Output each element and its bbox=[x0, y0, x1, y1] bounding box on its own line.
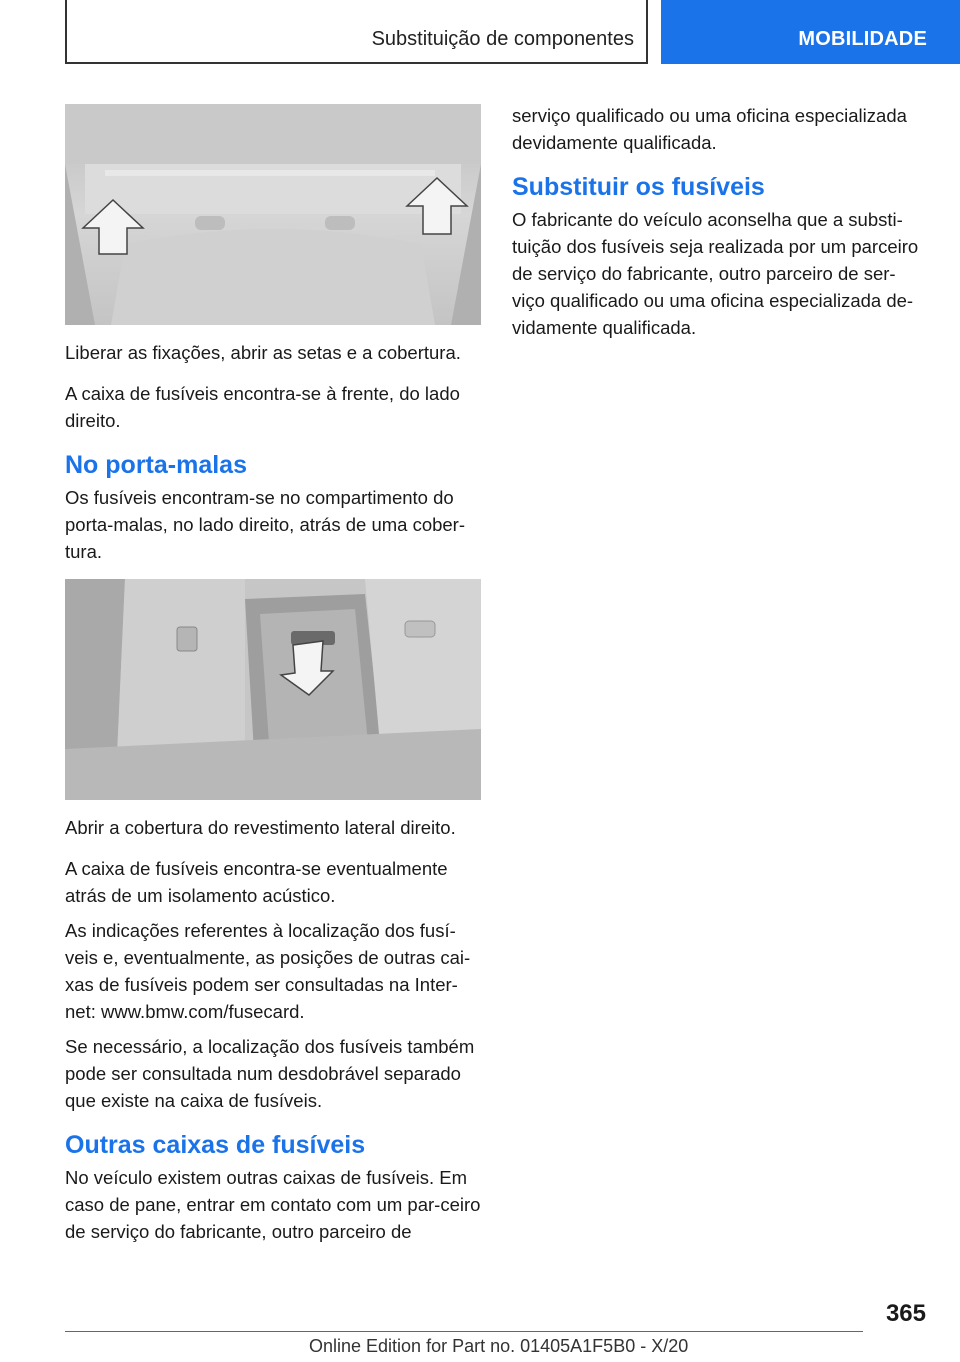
left-column bbox=[65, 104, 481, 1253]
right-paragraph-2: O fabricante do veículo aconselha que a substi-tuição dos fusíveis seja realizada por um parceiro de serviço do fabricante, outro parceiro de ser-viço qualificado ou uma oficina especializada de-vidamente qualificada. bbox=[512, 209, 919, 338]
right-paragraph-1: serviço qualificado ou uma oficina especializada devidamente qualificada. bbox=[512, 105, 907, 153]
footer-divider bbox=[65, 1331, 863, 1332]
right-column bbox=[512, 102, 928, 349]
chapter-tab-label: MOBILIDADE bbox=[798, 28, 927, 50]
paragraph-5: Se necessário, a localização dos fusíveis também pode ser consultada num desdobrável separado que existe na caixa de fusíveis. bbox=[65, 1036, 475, 1111]
paragraph-3: A caixa de fusíveis encontra-se eventualmente atrás de um isolamento acústico. bbox=[65, 858, 448, 906]
paragraph-2: Os fusíveis encontram-se no compartimento do porta-malas, no lado direito, atrás de uma cober-tura. bbox=[65, 487, 466, 562]
heading-porta-malas: No porta-malas bbox=[65, 451, 247, 479]
heading-substituir-fusiveis: Substituir os fusíveis bbox=[512, 173, 765, 201]
footer-edition: Online Edition for Part no. 01405A1F5B0 - X/20 bbox=[309, 1336, 689, 1356]
section-title: Substituição de componentes bbox=[371, 28, 634, 50]
fuse-cover-photo bbox=[65, 104, 481, 325]
heading-outras-caixas: Outras caixas de fusíveis bbox=[65, 1131, 366, 1159]
page-number: 365 bbox=[885, 1300, 926, 1327]
caption-2: Abrir a cobertura do revestimento lateral direito. bbox=[65, 817, 456, 838]
trunk-cover-photo bbox=[65, 579, 481, 800]
paragraph-1: A caixa de fusíveis encontra-se à frente, do lado direito. bbox=[65, 383, 460, 431]
chapter-tab[interactable] bbox=[661, 0, 960, 64]
paragraph-6: No veículo existem outras caixas de fusíveis. Em caso de pane, entrar em contato com um par-ceiro de serviço do fabricante, outro parceiro de bbox=[65, 1167, 481, 1242]
header-section-box bbox=[65, 0, 648, 64]
paragraph-4: As indicações referentes à localização dos fusí-veis e, eventualmente, as posições de outras cai-xas de fusíveis podem ser consultadas na Inter-net: www.bmw.com/fusecard. bbox=[65, 920, 471, 1022]
caption-1: Liberar as fixações, abrir as setas e a cobertura. bbox=[65, 342, 461, 363]
